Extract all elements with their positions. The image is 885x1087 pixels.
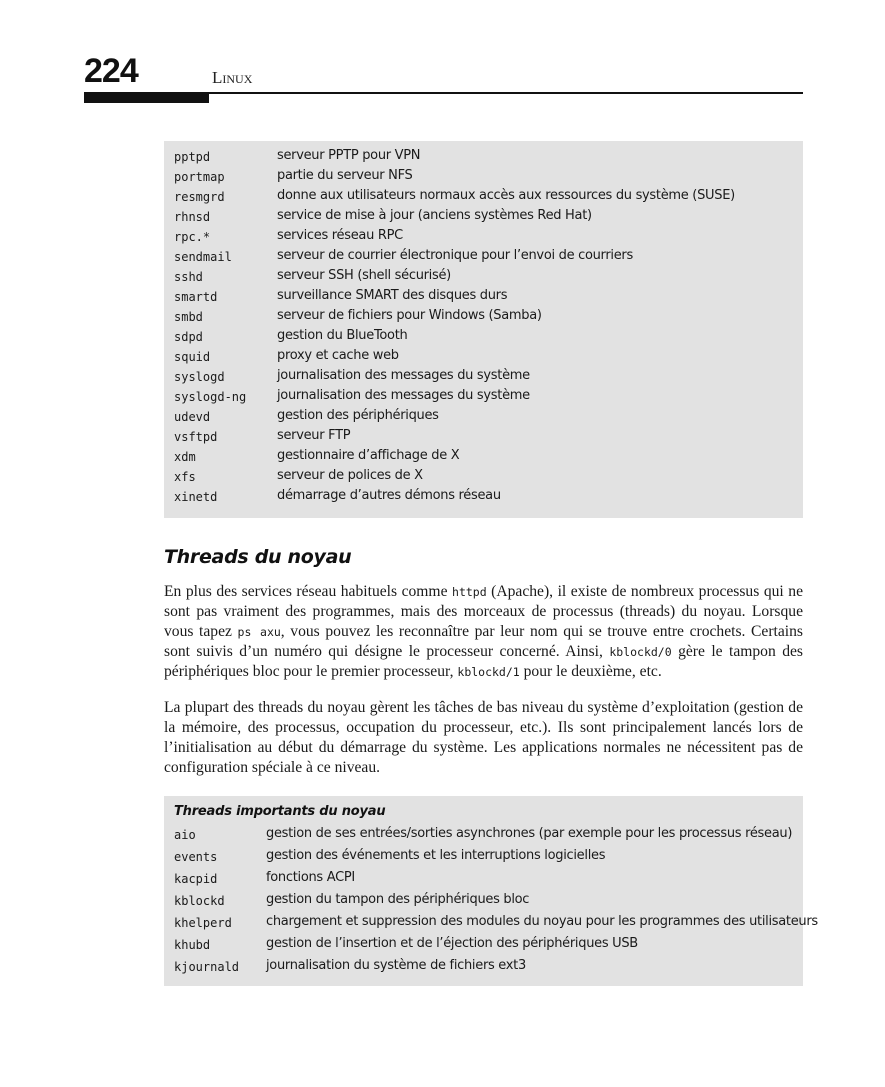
thread-name: aio [174, 828, 196, 842]
service-description: serveur SSH (shell sécurisé) [277, 268, 451, 283]
service-description: surveillance SMART des disques durs [277, 288, 508, 303]
service-name: xfs [174, 470, 196, 484]
running-head: Linux [212, 68, 253, 87]
service-description: service de mise à jour (anciens systèmes Red Hat) [277, 208, 592, 223]
service-description: gestion du BlueTooth [277, 328, 408, 343]
service-description: services réseau RPC [277, 228, 403, 243]
threads-box [164, 796, 818, 986]
thread-description: gestion de ses entrées/sorties asynchrones (par exemple pour les processus réseau) [266, 826, 793, 841]
service-description: donne aux utilisateurs normaux accès aux ressources du système (SUSE) [277, 188, 735, 203]
service-name: smartd [174, 290, 218, 304]
thread-name: events [174, 850, 218, 864]
service-name: sshd [174, 270, 203, 284]
paragraph-text: gère le tampon des périphériques bloc pour le premier processeur, [164, 643, 803, 680]
inline-code: httpd [452, 585, 487, 599]
thread-name: khubd [174, 938, 211, 952]
service-name: rhnsd [174, 210, 211, 224]
service-description: serveur de polices de X [277, 468, 423, 483]
service-description: partie du serveur NFS [277, 168, 413, 183]
thread-description: gestion du tampon des périphériques bloc [266, 892, 530, 907]
thread-description: gestion de l’insertion et de l’éjection des périphériques USB [266, 936, 638, 951]
thread-description: chargement et suppression des modules du noyau pour les programmes des utilisateurs [266, 914, 818, 929]
service-description: gestionnaire d’affichage de X [277, 448, 460, 463]
page-number: 224 [84, 52, 138, 90]
service-description: serveur de fichiers pour Windows (Samba) [277, 308, 542, 323]
service-name: rpc.* [174, 230, 211, 244]
service-name: udevd [174, 410, 211, 424]
section-title: Threads du noyau [164, 546, 352, 568]
thread-name: kblockd [174, 894, 225, 908]
service-name: vsftpd [174, 430, 218, 444]
service-name: resmgrd [174, 190, 225, 204]
service-name: pptpd [174, 150, 211, 164]
service-description: serveur FTP [277, 428, 351, 443]
thread-name: khelperd [174, 916, 232, 930]
service-description: démarrage d’autres démons réseau [277, 488, 501, 503]
services-table [164, 141, 803, 518]
paragraph-text: pour le deuxième, etc. [519, 663, 662, 680]
inline-code: kblockd/0 [609, 645, 672, 659]
threads-box-title: Threads importants du noyau [174, 804, 386, 819]
service-description: journalisation des messages du système [277, 388, 530, 403]
service-description: serveur PPTP pour VPN [277, 148, 421, 163]
body-paragraph: La plupart des threads du noyau gèrent les tâches de bas niveau du système d’exploitation (gestion de la mémoire, des processus, occupation du processeur, etc.). Ils sont principalement lancés lors de l’initialisation au début du démarrage du système. Les applications normales ne nécessitent pas de configuration spéciale à ce niveau. [164, 699, 803, 776]
service-description: serveur de courrier électronique pour l’envoi de courriers [277, 248, 633, 263]
service-name: xdm [174, 450, 196, 464]
thread-name: kjournald [174, 960, 240, 974]
service-name: syslogd-ng [174, 390, 247, 404]
thread-description: journalisation du système de fichiers ext3 [266, 958, 526, 973]
inline-code: ps axu [237, 625, 281, 639]
service-name: portmap [174, 170, 225, 184]
thread-description: fonctions ACPI [266, 870, 355, 885]
service-name: smbd [174, 310, 203, 324]
service-name: syslogd [174, 370, 225, 384]
thread-name: kacpid [174, 872, 218, 886]
service-name: sdpd [174, 330, 203, 344]
service-description: proxy et cache web [277, 348, 399, 363]
thread-description: gestion des événements et les interruptions logicielles [266, 848, 606, 863]
service-name: xinetd [174, 490, 218, 504]
service-name: sendmail [174, 250, 232, 264]
inline-code: kblockd/1 [457, 665, 520, 679]
body-paragraph [164, 582, 803, 682]
service-name: squid [174, 350, 211, 364]
header-rule-accent [84, 94, 209, 103]
paragraph-text: En plus des services réseau habituels comme [164, 583, 453, 600]
paragraph-text: , vous pouvez les reconnaître par leur nom qui se trouve entre crochets. Certains sont suivis d’un numéro qui désigne le processeur concerné. Ainsi, [164, 623, 803, 660]
service-description: journalisation des messages du système [277, 368, 530, 383]
service-description: gestion des périphériques [277, 408, 439, 423]
paragraph-text: (Apache), il existe de nombreux processus qui ne sont pas vraiment des programmes, mais des morceaux de processus (threads) du noyau. Lorsque vous tapez [164, 583, 803, 640]
